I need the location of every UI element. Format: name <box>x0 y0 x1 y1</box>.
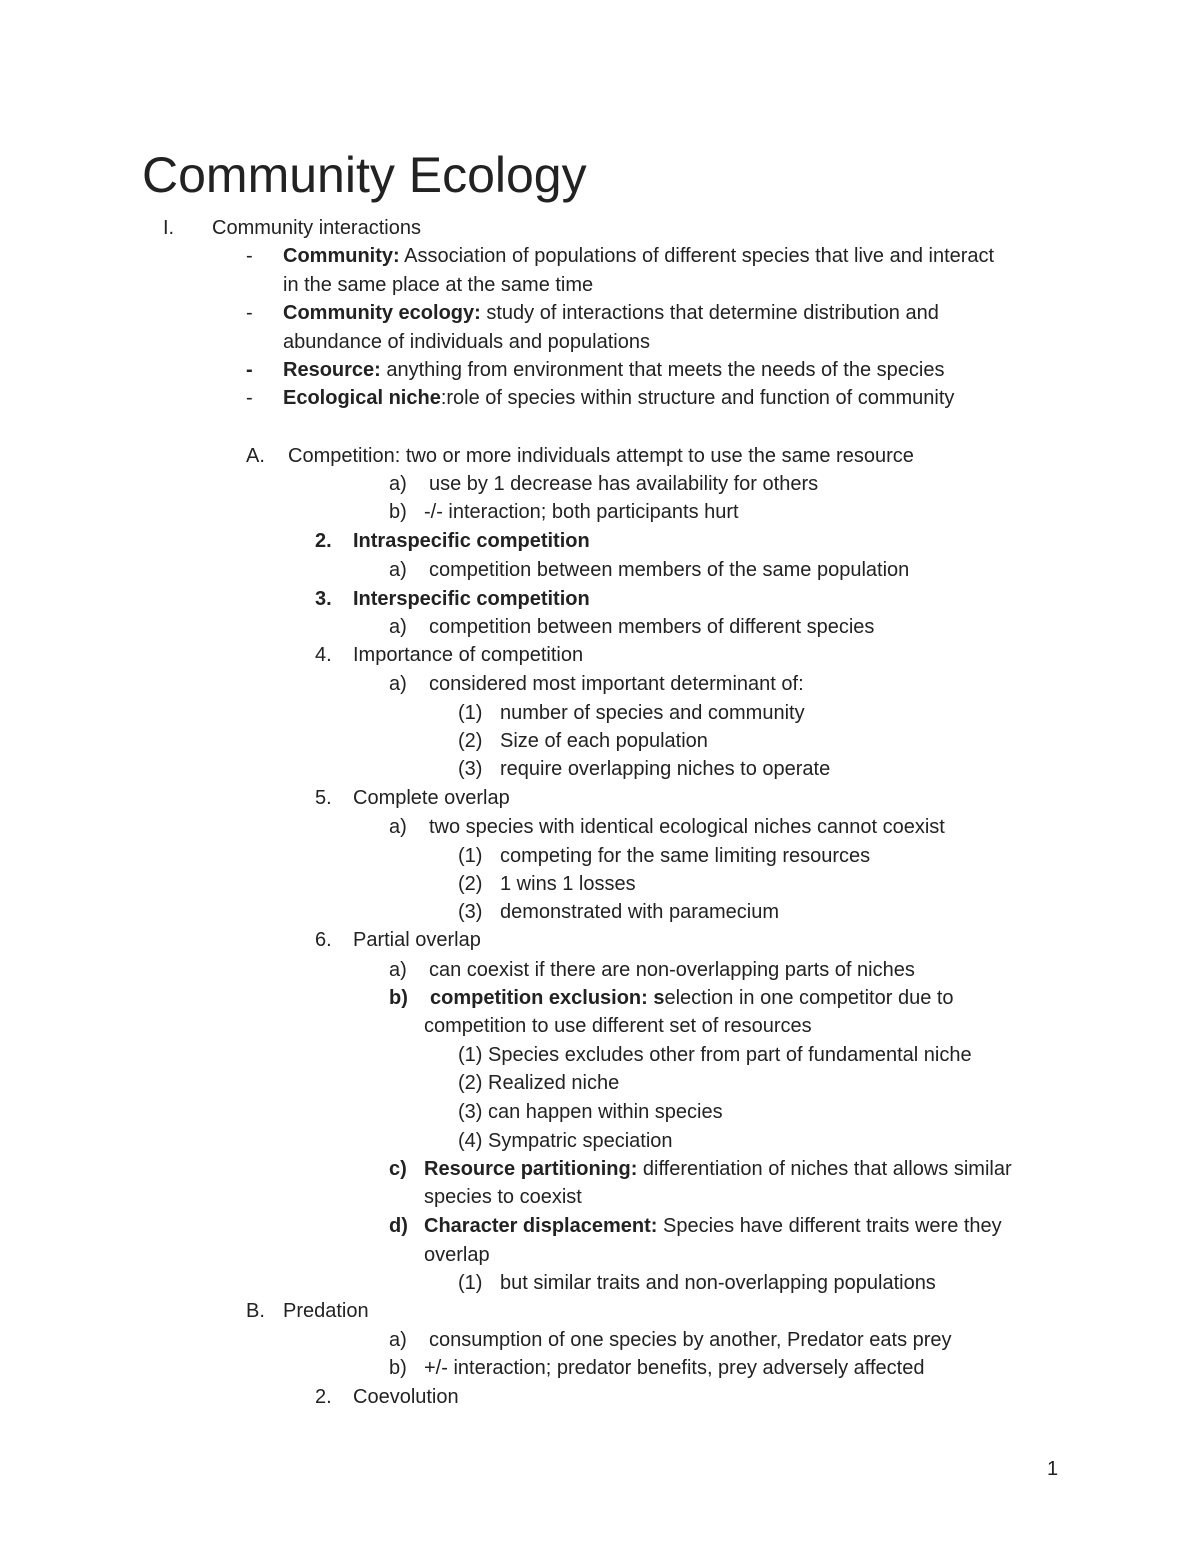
item-marker: (1) <box>458 1272 483 1294</box>
item-marker: a) <box>389 559 407 581</box>
resource-partitioning-item <box>424 1155 1012 1183</box>
list-item: considered most important determinant of: <box>429 673 804 695</box>
item-marker: c) <box>389 1158 407 1180</box>
list-item: use by 1 decrease has availability for others <box>429 473 819 495</box>
list-item: (1) Species excludes other from part of fundamental niche <box>458 1044 972 1066</box>
subsection-marker: B. <box>246 1300 265 1322</box>
intraspecific-heading: Intraspecific competition <box>353 530 590 552</box>
interspecific-heading: Interspecific competition <box>353 588 590 610</box>
def-marker: - <box>246 245 253 267</box>
character-displacement-item <box>424 1212 1002 1240</box>
term: Community: <box>283 245 400 267</box>
term: Ecological niche <box>283 387 441 409</box>
item-marker: (3) <box>458 901 483 923</box>
page-number: 1 <box>1047 1458 1059 1480</box>
definition-text: :role of species within structure and function of community <box>440 387 955 409</box>
def-marker: - <box>246 302 253 324</box>
definition-continuation: in the same place at the same time <box>283 274 594 296</box>
list-item: -/- interaction; both participants hurt <box>424 501 739 523</box>
item-marker: a) <box>389 616 407 638</box>
term: Resource: <box>283 359 381 381</box>
competition-heading: Competition: two or more individuals attempt to use the same resource <box>288 445 914 467</box>
def-marker: - <box>246 359 253 381</box>
page-title: Community Ecology <box>142 147 587 203</box>
definition-continuation: overlap <box>424 1244 490 1266</box>
list-item: competition between members of the same population <box>429 559 910 581</box>
term: competition exclusion: s <box>430 987 665 1009</box>
list-item: number of species and community <box>500 702 805 724</box>
item-marker: a) <box>389 959 407 981</box>
list-item: (2) Realized niche <box>458 1072 620 1094</box>
item-number: 2. <box>315 1386 332 1408</box>
item-marker: b) <box>389 987 408 1009</box>
item-marker: d) <box>389 1215 408 1237</box>
definition-text: Association of populations of different species that live and interact <box>399 245 995 267</box>
item-marker: (1) <box>458 702 483 724</box>
list-item: 1 wins 1 losses <box>500 873 636 895</box>
definition-text: study of interactions that determine distribution and <box>480 302 939 324</box>
definition-text: election in one competitor due to <box>664 987 954 1009</box>
item-marker: (3) <box>458 758 483 780</box>
list-item: consumption of one species by another, Predator eats prey <box>429 1329 952 1351</box>
list-item: can coexist if there are non-overlapping parts of niches <box>429 959 915 981</box>
list-item: (4) Sympatric speciation <box>458 1130 673 1152</box>
list-item: competition between members of different species <box>429 616 875 638</box>
item-marker: a) <box>389 673 407 695</box>
definition-ecological-niche <box>283 384 954 412</box>
section-heading: Community interactions <box>212 217 421 239</box>
term: Resource partitioning: <box>424 1158 638 1180</box>
list-item: Size of each population <box>500 730 708 752</box>
definition-community-ecology <box>283 299 939 327</box>
item-marker: (1) <box>458 845 483 867</box>
list-item: +/- interaction; predator benefits, prey adversely affected <box>424 1357 925 1379</box>
item-number: 2. <box>315 530 332 552</box>
definition-continuation: species to coexist <box>424 1186 582 1208</box>
importance-heading: Importance of competition <box>353 644 584 666</box>
definition-text: differentiation of niches that allows similar <box>637 1158 1012 1180</box>
definition-continuation: competition to use different set of resources <box>424 1015 812 1037</box>
subsection-marker: A. <box>246 445 265 467</box>
def-marker: - <box>246 387 253 409</box>
item-marker: (2) <box>458 873 483 895</box>
list-item: but similar traits and non-overlapping populations <box>500 1272 936 1294</box>
item-number: 5. <box>315 787 332 809</box>
definition-community <box>283 242 994 270</box>
item-marker: (2) <box>458 730 483 752</box>
list-item: require overlapping niches to operate <box>500 758 831 780</box>
predation-heading: Predation <box>283 1300 369 1322</box>
definition-continuation: abundance of individuals and populations <box>283 331 650 353</box>
definition-text: Species have different traits were they <box>657 1215 1002 1237</box>
section-marker: I. <box>163 217 175 239</box>
term: Community ecology: <box>283 302 481 324</box>
item-marker: a) <box>389 1329 407 1351</box>
item-number: 6. <box>315 929 332 951</box>
definition-resource <box>283 356 944 384</box>
coevolution-heading: Coevolution <box>353 1386 459 1408</box>
partial-overlap-heading: Partial overlap <box>353 929 481 951</box>
item-marker: a) <box>389 816 407 838</box>
item-marker: b) <box>389 1357 407 1379</box>
complete-overlap-heading: Complete overlap <box>353 787 510 809</box>
item-marker: a) <box>389 473 407 495</box>
list-item: two species with identical ecological niches cannot coexist <box>429 816 945 838</box>
definition-text: anything from environment that meets the needs of the species <box>380 359 945 381</box>
list-item: competing for the same limiting resources <box>500 845 871 867</box>
list-item: (3) can happen within species <box>458 1101 723 1123</box>
item-marker: b) <box>389 501 407 523</box>
list-item: demonstrated with paramecium <box>500 901 780 923</box>
competition-exclusion-item <box>430 984 954 1012</box>
term: Character displacement: <box>424 1215 658 1237</box>
item-number: 4. <box>315 644 332 666</box>
item-number: 3. <box>315 588 332 610</box>
